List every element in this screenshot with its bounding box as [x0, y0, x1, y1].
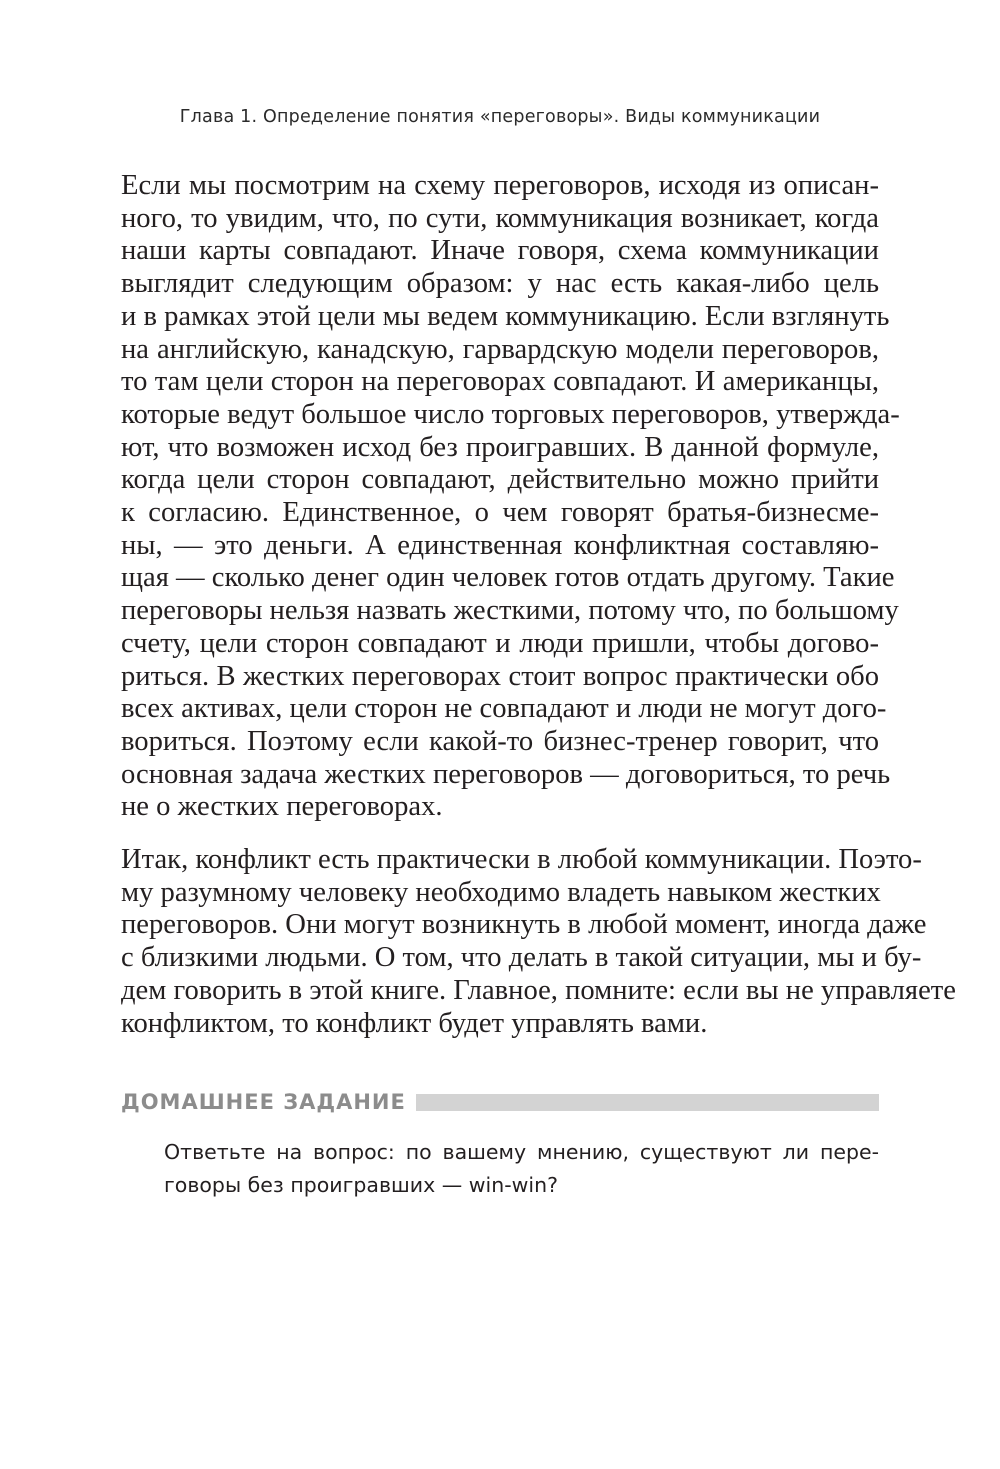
text-line: с близкими людьми. О том, что делать в такой ситуации, мы и бу- [121, 942, 922, 974]
text-line: не о жестких переговорах. [121, 791, 443, 823]
text-line: то там цели сторон на переговорах совпадают. И американцы, [121, 366, 879, 398]
running-header: Глава 1. Определение понятия «переговоры». Виды коммуникации [179, 107, 821, 127]
text-line: основная задача жестких переговоров — договориться, то речь [121, 758, 891, 790]
text-line: конфликтом, то конфликт будет управлять вами. [121, 1007, 708, 1039]
paragraph-1 [121, 170, 900, 824]
text-line: и в рамках этой цели мы ведем коммуникацию. Если взглянуть [121, 300, 890, 332]
text-line: к согласию. Единственное, о чем говорят братья-бизнесме- [121, 497, 879, 529]
text-line: Ответьте на вопрос: по вашему мнению, существуют ли пере- [164, 1140, 879, 1164]
text-line: щая — сколько денег один человек готов отдать другому. Такие [121, 562, 895, 594]
text-line: переговоров. Они могут возникнуть в любой момент, иногда даже [121, 909, 927, 941]
text-line: всех активах, цели сторон не совпадают и люди не могут дого- [121, 693, 887, 725]
text-line: Если мы посмотрим на схему переговоров, исходя из описан- [121, 170, 879, 201]
paragraph-2 [121, 844, 956, 1040]
text-line: риться. В жестких переговорах стоит вопрос практически обо [121, 660, 879, 692]
text-line: дем говорить в этой книге. Главное, помните: если вы не управляете [121, 974, 956, 1006]
text-line: когда цели сторон совпадают, действительно можно прийти [121, 464, 879, 496]
text-line: ют, что возможен исход без проигравших. В данной формуле, [121, 431, 879, 463]
heading-rule [416, 1094, 879, 1111]
text-line: на английскую, канадскую, гарвардскую модели переговоров, [121, 333, 879, 365]
text-line: вориться. Поэтому если какой-то бизнес-тренер говорит, что [121, 725, 879, 757]
text-line: которые ведут большое число торговых переговоров, утвержда- [121, 398, 900, 430]
homework-heading [121, 1087, 879, 1117]
text-line: счету, цели сторон совпадают и люди пришли, чтобы догово- [121, 627, 879, 659]
text-line: му разумному человеку необходимо владеть навыком жестких [121, 876, 881, 908]
text-line: говоры без проигравших — win-win? [164, 1172, 558, 1197]
text-line: ны, — это деньги. А единственная конфликтная составляю- [121, 529, 879, 561]
homework-question [164, 1136, 879, 1201]
text-line: выглядит следующим образом: у нас есть какая-либо цель [121, 268, 879, 300]
text-line: переговоры нельзя назвать жесткими, потому что, по большому [121, 595, 899, 627]
text-line: Итак, конфликт есть практически в любой коммуникации. Поэто- [121, 844, 922, 875]
homework-title: ДОМАШНЕЕ ЗАДАНИЕ [121, 1090, 406, 1114]
text-line: наши карты совпадают. Иначе говоря, схема коммуникации [121, 235, 879, 267]
text-line: ного, то увидим, что, по сути, коммуникация возникает, когда [121, 202, 879, 234]
